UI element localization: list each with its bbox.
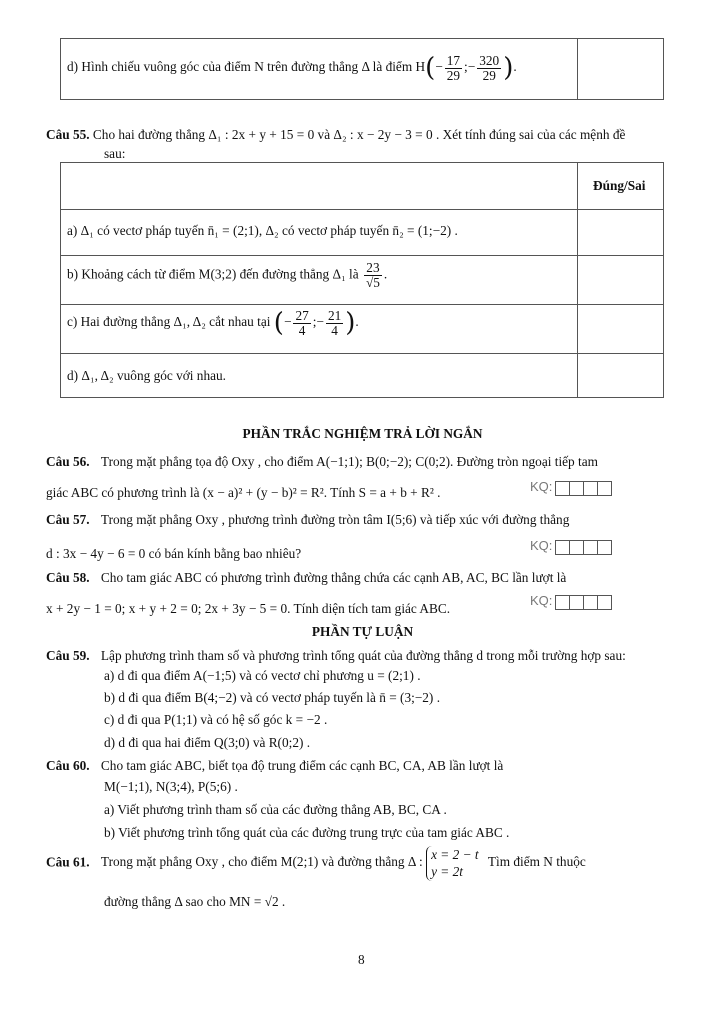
q55-line2 <box>104 146 125 162</box>
q55-row-d: d) Δ₁, Δ₂ vuông góc với nhau. <box>67 368 226 383</box>
top-row-d-text: d) Hình chiếu vuông góc của điểm N trên đường thẳng Δ là điểm H <box>67 59 426 75</box>
h-den2: 29 <box>482 67 496 83</box>
q59-b: b) d đi qua điểm B(4;−2) và có vectơ pháp tuyến là n̄ = (3;−2) . <box>104 690 441 705</box>
q55-row-b-num: 23 <box>364 261 382 276</box>
h-num1: 17 <box>446 52 461 68</box>
q59-line1 <box>46 648 626 664</box>
q55-row-c-text: c) Hai đường thẳng Δ₁, Δ₂ cắt nhau tại <box>67 314 271 330</box>
q55-row-b: b) Khoảng cách từ điểm M(3;2) đến đường thẳng Δ₁ là $\frac{23}{√5}$ . <box>67 260 388 290</box>
q55-row-c: c) Hai đường thẳng Δ₁, Δ₂ cắt nhau tại (− $\frac{27}{4}$ ;− $\frac{21}{4}$ ). <box>67 307 359 338</box>
q59-label: Câu 59. <box>46 648 90 663</box>
q55-row-c-den1: 4 <box>298 322 306 338</box>
q58-line1 <box>46 570 566 586</box>
q61-line1 <box>46 846 586 881</box>
q56-line1 <box>46 454 598 470</box>
q55-row-b-den: √5 <box>365 274 380 290</box>
q57-text1: Trong mặt phẳng Oxy , phương trình đường tròn tâm I(5;6) và tiếp xúc với đường thẳng <box>100 512 570 527</box>
q61-text1: Trong mặt phẳng Oxy , cho điểm M(2;1) và đường thẳng Δ : <box>100 854 423 870</box>
h-sep: ; <box>464 59 468 75</box>
q55-row-c-num2: 21 <box>327 307 342 323</box>
q55-row-b-text: b) Khoảng cách từ điểm M(3;2) đến đường thẳng Δ₁ là <box>67 266 359 282</box>
kq-label: KQ: <box>530 593 553 608</box>
q60-line1 <box>46 758 503 774</box>
q59-d: d) d đi qua hai điểm Q(3;0) và R(0;2) . <box>104 735 311 750</box>
kq-label: KQ: <box>530 538 553 553</box>
kq-label: KQ: <box>530 479 553 494</box>
q61-sys2: y = 2t <box>431 864 463 880</box>
top-table-row-d: d) Hình chiếu vuông góc của điểm N trên đường thẳng Δ là điểm H(− $\frac{17}{29}$ ;− $\frac{320}{29}$ ). <box>67 52 517 83</box>
section-short-answer-title: PHẦN TRẮC NGHIỆM TRẢ LỜI NGẮN <box>242 426 483 441</box>
q60-text1: Cho tam giác ABC, biết tọa độ trung điểm các cạnh BC, CA, AB lần lượt là <box>100 758 504 773</box>
q57-answer-box[interactable] <box>530 538 612 555</box>
q58-line2 <box>46 601 450 617</box>
q60-a: a) Viết phương trình tham số của các đường thẳng AB, BC, CA . <box>104 802 447 817</box>
page-number: 8 <box>358 952 365 967</box>
q61-text1b: Tìm điểm N thuộc <box>487 854 586 870</box>
q55-row-c-num1: 27 <box>295 307 309 323</box>
section-essay-title: PHẦN TỰ LUẬN <box>311 624 414 639</box>
q58-label: Câu 58. <box>46 570 90 585</box>
q60-label: Câu 60. <box>46 758 90 773</box>
h-minus-2: − <box>467 59 476 75</box>
q61-line2: đường thẳng Δ sao cho MN = √2 . <box>104 894 286 909</box>
q60-line2: M(−1;1), N(3;4), P(5;6) . <box>104 779 238 794</box>
q56-answer-box[interactable] <box>530 479 612 496</box>
q59-text: Lập phương trình tham số và phương trình tổng quát của đường thẳng d trong mỗi trường hợp sau: <box>100 648 626 663</box>
q55-row-c-den2: 4 <box>331 322 338 338</box>
q58-answer-box[interactable] <box>530 593 612 610</box>
q56-label: Câu 56. <box>46 454 90 469</box>
q55-text2: sau: <box>104 146 126 161</box>
q57-label: Câu 57. <box>46 512 90 527</box>
h-num2: 320 <box>479 52 500 68</box>
q55-label: Câu 55. <box>46 127 90 142</box>
q55-table <box>60 162 664 398</box>
q56-text2: giác ABC có phương trình là (x − a)² + (y − b)² = R². Tính S = a + b + R² . <box>46 485 441 500</box>
q55-line1 <box>46 127 625 143</box>
q58-text1: Cho tam giác ABC có phương trình đường thẳng chứa các cạnh AB, AC, BC lần lượt là <box>100 570 567 585</box>
q61-label: Câu 61. <box>46 854 90 870</box>
top-table <box>60 38 664 100</box>
h-minus: − <box>435 59 443 75</box>
q56-line2 <box>46 485 441 501</box>
q61-sys1: x = 2 − t <box>431 847 479 862</box>
h-den1: 29 <box>446 67 461 83</box>
q55-text1: Cho hai đường thẳng Δ₁ : 2x + y + 15 = 0 và Δ₂ : x − 2y − 3 = 0 . Xét tính đúng sai của các mệnh đề <box>92 127 626 142</box>
q57-line1 <box>46 512 569 528</box>
q55-header-dung-sai: Đúng/Sai <box>593 178 646 193</box>
q58-text2: x + 2y − 1 = 0; x + y + 2 = 0; 2x + 3y − 5 = 0. Tính diện tích tam giác ABC. <box>46 601 451 616</box>
q59-c: c) d đi qua P(1;1) và có hệ số góc k = −2 . <box>104 712 328 727</box>
q56-text1: Trong mặt phẳng tọa độ Oxy , cho điểm A(−1;1); B(0;−2); C(0;2). Đường tròn ngoại tiếp tam <box>100 454 598 469</box>
q60-b: b) Viết phương trình tổng quát của các đường trung trực của tam giác ABC . <box>104 825 510 840</box>
q59-a: a) d đi qua điểm A(−1;5) và có vectơ chỉ phương u = (2;1) . <box>104 668 421 683</box>
q57-text2: d : 3x − 4y − 6 = 0 có bán kính bằng bao nhiêu? <box>46 546 302 561</box>
q55-row-a: a) Δ₁ có vectơ pháp tuyến n̄₁ = (2;1), Δ₂ có vectơ pháp tuyến n̄₂ = (1;−2) . <box>67 223 458 238</box>
q57-line2 <box>46 546 301 562</box>
q61-system <box>426 846 479 881</box>
